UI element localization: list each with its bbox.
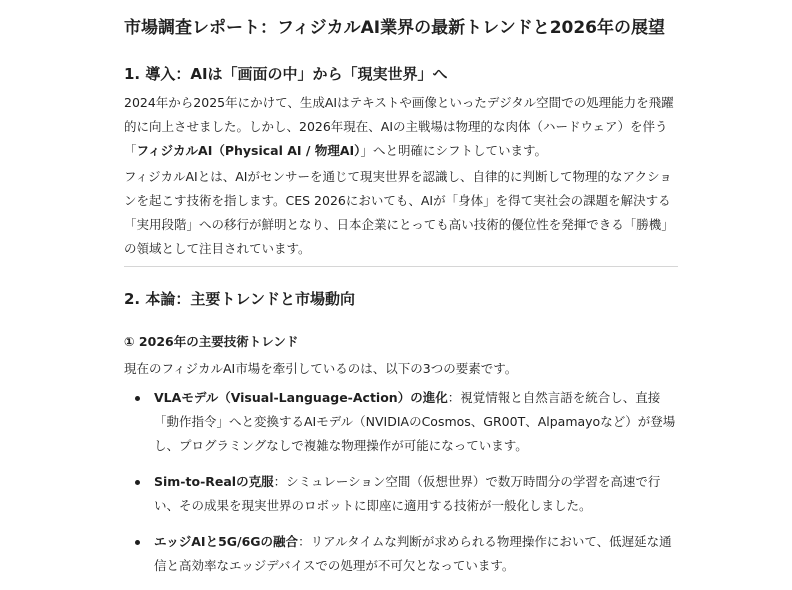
list-item-title: エッジAIと5G/6Gの融合: [154, 534, 299, 549]
section-divider: [124, 266, 678, 267]
trend-subheading: ① 2026年の主要技術トレンド: [124, 334, 299, 349]
section-1-paragraph-1: [124, 91, 680, 163]
list-item-title: VLAモデル（Visual-Language-Action）の進化: [154, 390, 448, 405]
report-title: 市場調査レポート：フィジカルAI業界の最新トレンドと2026年の展望: [124, 18, 666, 38]
section-2-intro: 現在のフィジカルAI市場を牽引しているのは、以下の3つの要素です。: [124, 361, 518, 376]
list-item-text: ：リアルタイムな判断が求められる物理操作において、低遅延な通信と高効率なエッジデバイスでの処理が不可欠となっています。: [154, 534, 672, 573]
list-item-text: ：シミュレーション空間（仮想世界）で数万時間分の学習を高速で行い、その成果を現実世界のロボットに即座に適用する技術が一般化しました。: [154, 474, 661, 513]
list-item: [124, 530, 680, 578]
list-item: [124, 470, 680, 518]
section-1-heading: 1. 導入：AIは「画面の中」から「現実世界」へ: [124, 65, 448, 83]
list-item-title: Sim-to-Realの克服: [154, 474, 274, 489]
section-2-heading: 2. 本論：主要トレンドと市場動向: [124, 290, 355, 308]
trend-list: [124, 386, 680, 590]
list-item: [124, 386, 680, 458]
list-item-text: ：視覚情報と自然言語を統合し、直接「動作指令」へと変換するAIモデル（NVIDIAのCosmos、GR00T、Alpamayoなど）が登場し、プログラミングなしで複雑な物理操作が可能になっています。: [154, 390, 676, 453]
physical-ai-term: フィジカルAI（Physical AI / 物理AI）: [136, 143, 361, 158]
paragraph-1-text-end: 」へと明確にシフトしています。: [360, 143, 547, 158]
paragraph-1-text-start: 2024年から2025年にかけて、生成AIはテキストや画像といったデジタル空間での処理能力を飛躍的に向上させました。しかし、2026年現在、AIの主戦場は物理的な肉体（ハードウェア）を伴う「: [124, 95, 674, 158]
section-1-paragraph-2: フィジカルAIとは、AIがセンサーを通じて現実世界を認識し、自律的に判断して物理的なアクションを起こす技術を指します。CES 2026においても、AIが「身体」を得て実社会の課題を解決する「実用段階」への移行が鮮明となり、日本企業にとっても高い技術的優位性を発揮できる「勝機」の領域として注目されています。: [124, 169, 674, 256]
